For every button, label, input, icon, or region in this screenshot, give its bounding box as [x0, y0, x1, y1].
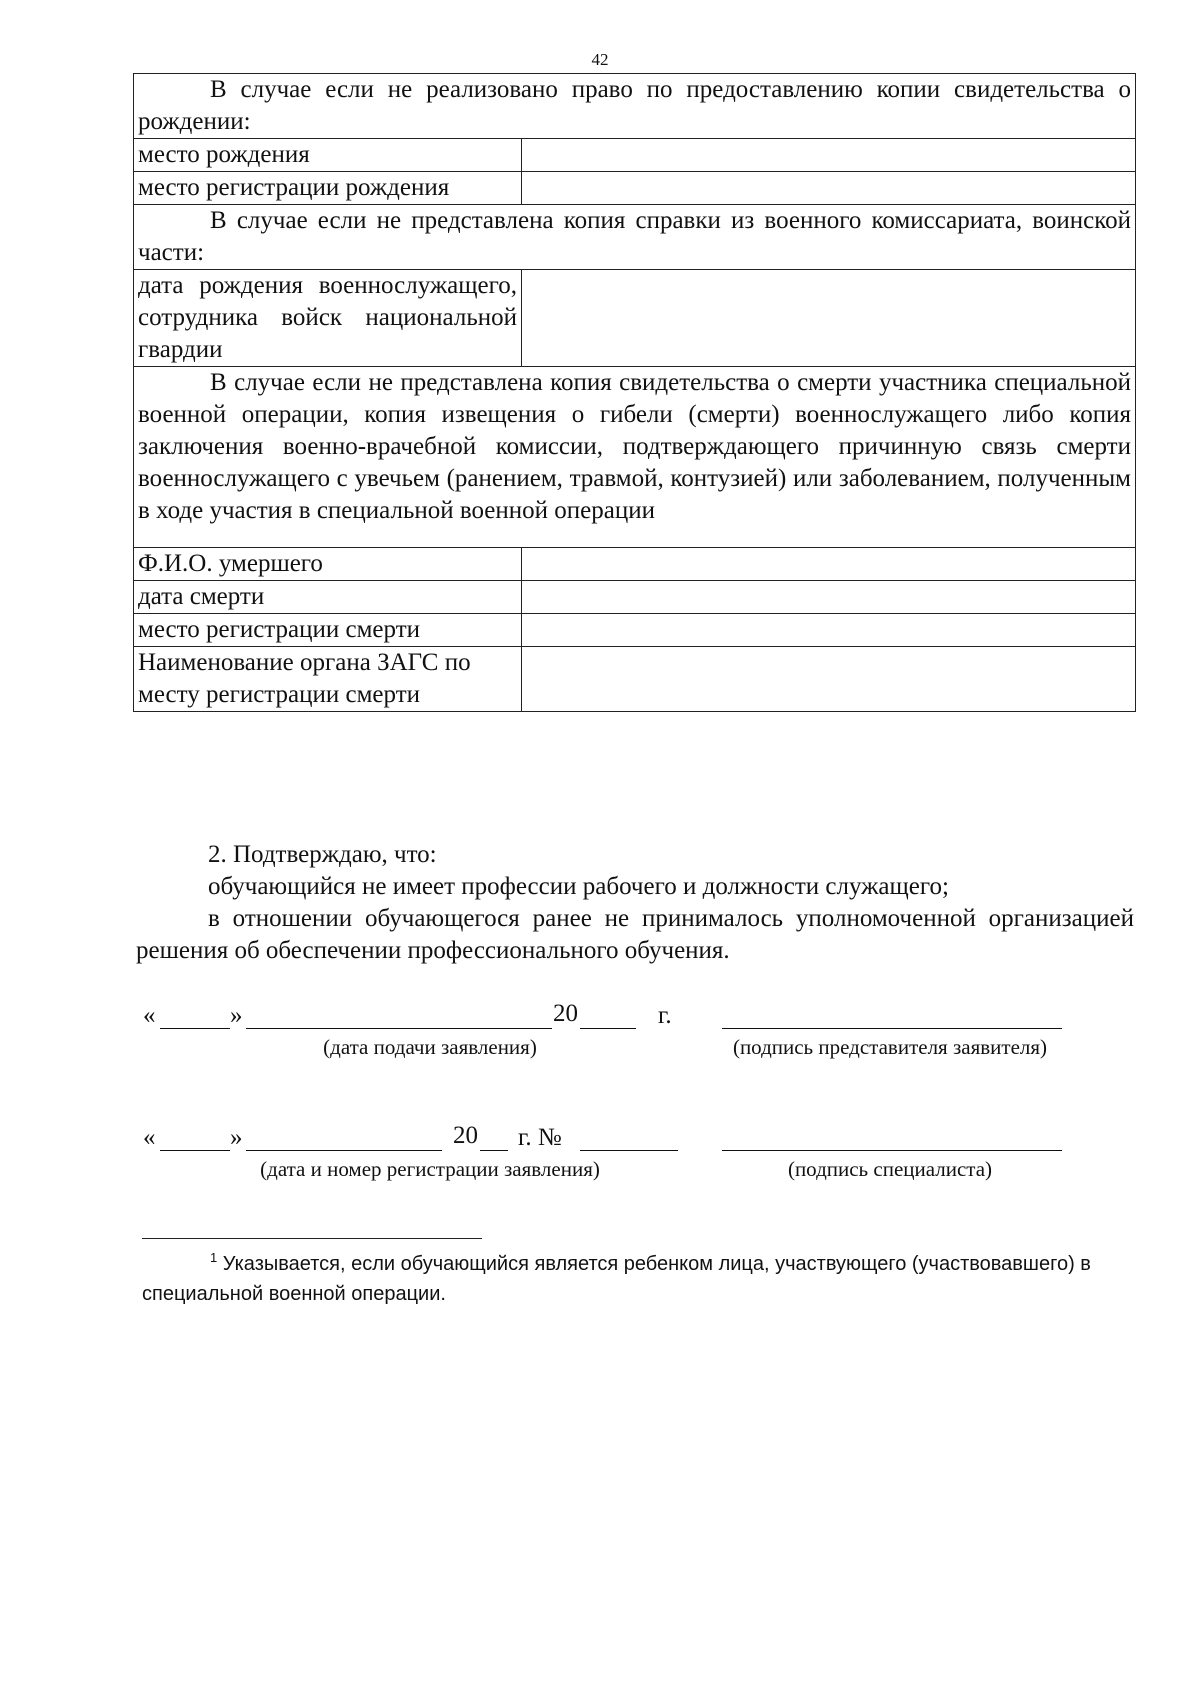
applicant-signature-caption: (подпись представителя заявителя)	[732, 1035, 1048, 1059]
reg-year-prefix: 20	[453, 1122, 478, 1149]
application-form-table	[133, 73, 1136, 712]
year-field[interactable]	[580, 1028, 636, 1029]
day-field[interactable]	[160, 1028, 230, 1029]
zags-name-field[interactable]	[522, 647, 1136, 712]
reg-year-field[interactable]	[480, 1150, 508, 1151]
confirmation-item-1: обучающийся не имеет профессии рабочего и должности служащего;	[208, 873, 949, 900]
death-registration-place-field[interactable]	[522, 614, 1136, 647]
year-suffix: г.	[658, 1002, 672, 1029]
footnote-mark: 1	[210, 1250, 218, 1265]
footnote-separator	[142, 1238, 482, 1239]
table-row	[134, 270, 1136, 367]
section-military-certificate	[134, 205, 1136, 270]
page-number: 42	[591, 50, 609, 69]
table-row	[134, 172, 1136, 205]
section-death-certificate	[134, 367, 1136, 548]
section-death-certificate-text: В случае если не представлена копия свидетельства о смерти участника специальной военной операции, копия извещения о гибели (смерти) военнослужащего либо копия заключения военно-врачебной комиссии, подтверждающего причинную связь смерти военнослужащего с увечьем (ранением, травмой, контузией) или заболеванием, полученным в ходе участия в специальной военной операции	[138, 369, 1131, 524]
death-date-label: дата смерти	[134, 581, 522, 614]
reg-number-field[interactable]	[580, 1150, 678, 1151]
section-birth-certificate-text: В случае если не реализовано право по предоставлению копии свидетельства о рождении:	[138, 76, 1131, 135]
specialist-signature-field[interactable]	[722, 1150, 1062, 1151]
date-quote-open: «	[143, 1002, 156, 1029]
year-prefix: 20	[553, 1000, 578, 1027]
table-row	[134, 548, 1136, 581]
zags-name-label: Наименование органа ЗАГС по месту регистрации смерти	[134, 647, 522, 712]
section-birth-certificate	[134, 74, 1136, 139]
reg-date-quote-open: «	[143, 1124, 156, 1151]
deceased-name-field[interactable]	[522, 548, 1136, 581]
reg-number-prefix: г. №	[518, 1124, 562, 1151]
table-row	[134, 139, 1136, 172]
table-row	[134, 614, 1136, 647]
application-date-caption: (дата подачи заявления)	[323, 1035, 537, 1059]
registration-date-number-caption: (дата и номер регистрации заявления)	[260, 1157, 600, 1181]
deceased-name-label: Ф.И.О. умершего	[134, 548, 522, 581]
reg-date-quote-close: »	[230, 1124, 243, 1151]
specialist-signature-caption: (подпись специалиста)	[787, 1157, 993, 1181]
confirmation-section	[136, 839, 1134, 967]
footnote-text: Указывается, если обучающийся является ребенком лица, участвующего (участвовавшего) в специальной военной операции.	[142, 1253, 1091, 1305]
table-row	[134, 581, 1136, 614]
table-row	[134, 647, 1136, 712]
death-registration-place-label: место регистрации смерти	[134, 614, 522, 647]
birth-registration-place-label: место регистрации рождения	[134, 172, 522, 205]
month-field[interactable]	[246, 1028, 552, 1029]
applicant-signature-field[interactable]	[722, 1028, 1062, 1029]
reg-day-field[interactable]	[160, 1150, 230, 1151]
death-date-field[interactable]	[522, 581, 1136, 614]
birth-registration-place-field[interactable]	[522, 172, 1136, 205]
footnote	[142, 1243, 1132, 1309]
section-military-certificate-text: В случае если не представлена копия справки из военного комиссариата, воинской части:	[138, 207, 1131, 266]
birth-place-field[interactable]	[522, 139, 1136, 172]
confirmation-heading: 2. Подтверждаю, что:	[208, 841, 437, 868]
date-quote-close: »	[230, 1002, 243, 1029]
reg-month-field[interactable]	[246, 1150, 442, 1151]
serviceman-birth-date-label: дата рождения военнослужащего, сотрудника войск национальной гвардии	[134, 270, 522, 367]
confirmation-item-2: в отношении обучающегося ранее не принималось уполномоченной организацией решения об обеспечении профессионального обучения.	[136, 905, 1134, 964]
birth-place-label: место рождения	[134, 139, 522, 172]
serviceman-birth-date-field[interactable]	[522, 270, 1136, 367]
